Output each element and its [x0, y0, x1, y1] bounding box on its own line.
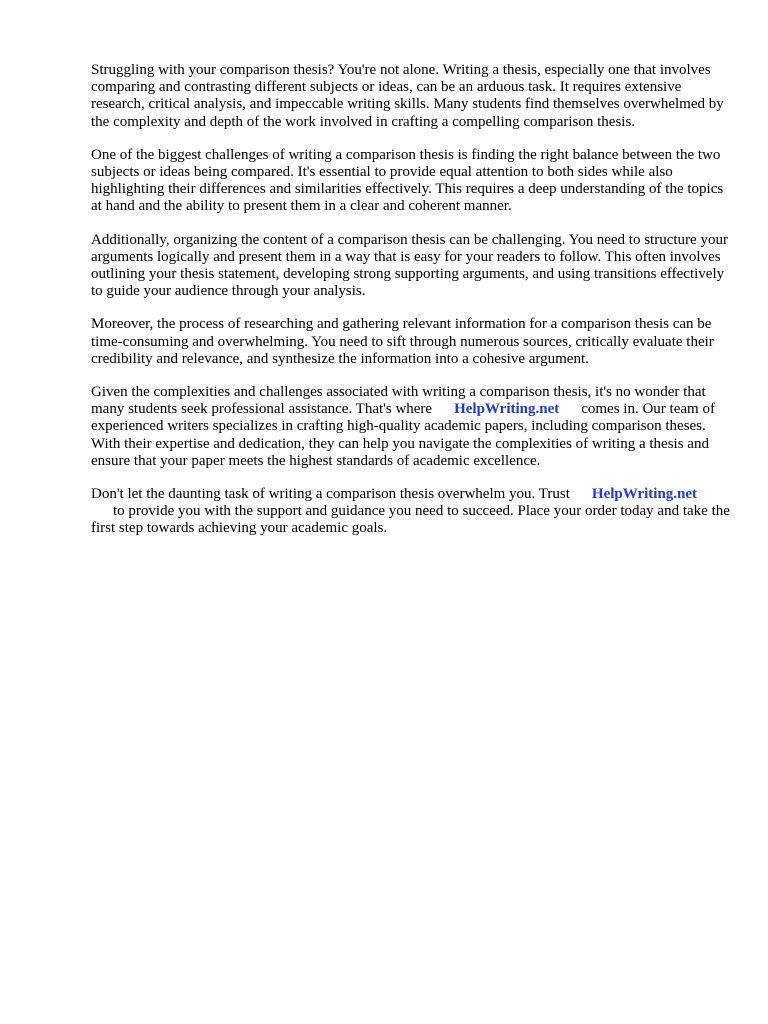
helpwriting-link[interactable]: HelpWriting.net: [454, 401, 560, 418]
paragraph-6-text-after: to provide you with the support and guidance you need to succeed. Place your order today and take the first step towards achieving your academic goals.: [91, 503, 730, 537]
document-body: [91, 62, 731, 554]
paragraph-1: Struggling with your comparison thesis? You're not alone. Writing a thesis, especially one that involves comparing and contrasting different subjects or ideas, can be an arduous task. It requires extensive research, critical analysis, and impeccable writing skills. Many students find themselves overwhelmed by the complexity and depth of the work involved in crafting a compelling comparison thesis.: [91, 62, 724, 130]
paragraph-5: [91, 384, 731, 470]
paragraph-4: Moreover, the process of researching and gathering relevant information for a comparison thesis can be time-consuming and overwhelming. You need to sift through numerous sources, critically evaluate their credibility and relevance, and synthesize the information into a cohesive argument.: [91, 316, 714, 367]
helpwriting-link-2[interactable]: HelpWriting.net: [591, 486, 698, 503]
paragraph-3: Additionally, organizing the content of a comparison thesis can be challenging. You need to structure your arguments logically and present them in a way that is easy for your readers to follow. This often involves outlining your thesis statement, developing strong supporting arguments, and using transitions effectively to guide your audience through your analysis.: [91, 231, 728, 300]
paragraph-2: One of the biggest challenges of writing a comparison thesis is finding the right balance between the two subjects or ideas being compared. It's essential to provide equal attention to both sides while also highlighting their differences and similarities effectively. This requires a deep understanding of the topics at hand and the ability to present them in a clear and coherent manner.: [91, 146, 724, 215]
paragraph-5-text-before: Given the complexities and challenges associated with writing a comparison thesis, it's no wonder that many students seek professional assistance. That's where: [91, 384, 706, 418]
paragraph-6-text-before: Don't let the daunting task of writing a comparison thesis overwhelm you. Trust: [91, 486, 570, 503]
paragraph-5-text-after: comes in. Our team of experienced writers specializes in crafting high-quality academic papers, including comparison theses. With their expertise and dedication, they can help you navigate the complexities of writing a thesis and ensure that your paper meets the highest standards of academic excellence.: [91, 401, 715, 469]
paragraph-6: [91, 486, 731, 538]
